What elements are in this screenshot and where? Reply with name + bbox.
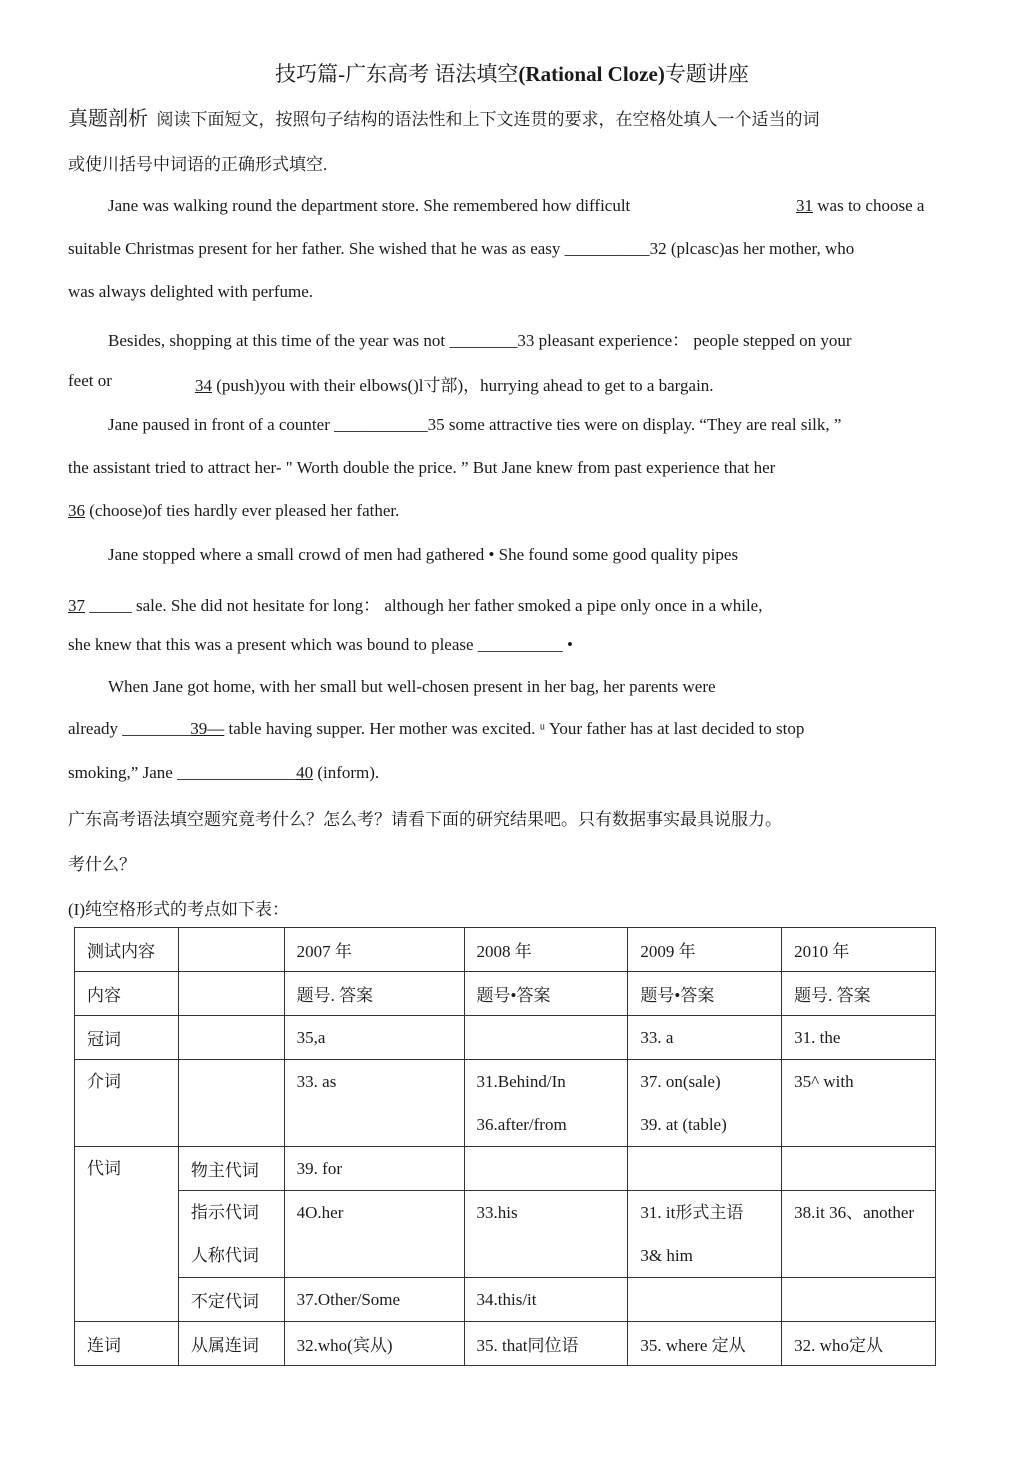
passage-line: 31 was to choose a xyxy=(796,196,925,215)
passage-line: When Jane got home, with her small but well-chosen present in her bag, her parents were xyxy=(108,677,716,696)
table-cell: 题号. 答案 xyxy=(782,972,936,1016)
passage-line: already ________39— table having supper. Her mother was excited. ᵘ Your father has at last decided to stop xyxy=(68,719,805,738)
table-cell: 2009 年 xyxy=(628,928,782,972)
table-cell: 代词 xyxy=(75,1147,179,1322)
table-cell xyxy=(628,1147,782,1191)
table-cell xyxy=(464,1016,628,1060)
table-cell: 32.who(宾从) xyxy=(284,1322,464,1366)
passage-line: suitable Christmas present for her father. She wished that he was as easy __________32 (plcasc)as her mother, who xyxy=(68,239,855,258)
instruction-line-1: 真题剖析 阅读下面短文，按照句子结构的语法性和上下文连贯的要求，在空格处填人一个适当的词 xyxy=(68,108,820,130)
table-cell: 35^ with xyxy=(782,1060,936,1147)
page-title: 技巧篇-广东高考 语法填空(Rational Cloze)专题讲座 xyxy=(275,62,749,86)
table-cell: 31. it形式主语 3& him xyxy=(628,1191,782,1278)
table-cell: 介词 xyxy=(75,1060,179,1147)
table-cell: 31. the xyxy=(782,1016,936,1060)
analysis-line: 考什么？ xyxy=(68,855,136,874)
table-cell: 题号. 答案 xyxy=(284,972,464,1016)
passage-line: was always delighted with perfume. xyxy=(68,282,314,301)
passage-line: Besides, shopping at this time of the year was not ________33 pleasant experience： people stepped on your xyxy=(108,331,852,350)
table-row xyxy=(75,928,936,972)
table-row xyxy=(75,1278,936,1322)
table-cell: 38.it 36、another xyxy=(782,1191,936,1278)
section-heading: 真题剖析 xyxy=(68,108,148,130)
analysis-line: (I)纯空格形式的考点如下表： xyxy=(68,900,289,919)
table-cell: 2010 年 xyxy=(782,928,936,972)
table-cell: 冠词 xyxy=(75,1016,179,1060)
table-cell: 37.Other/Some xyxy=(284,1278,464,1322)
table-cell xyxy=(782,1147,936,1191)
table-cell: 34.this/it xyxy=(464,1278,628,1322)
table-cell: 指示代词 人称代词 xyxy=(178,1191,284,1278)
table-cell: 测试内容 xyxy=(75,928,179,972)
table-cell: 32. who定从 xyxy=(782,1322,936,1366)
analysis-line: 广东高考语法填空题究竟考什么？怎么考？请看下面的研究结果吧。只有数据事实最具说服力。 xyxy=(68,810,782,829)
passage-line: 37 _____ sale. She did not hesitate for long： although her father smoked a pipe only once in a while, xyxy=(68,596,763,615)
passage-line: Jane was walking round the department store. She remembered how difficult xyxy=(108,196,631,215)
table-cell xyxy=(628,1278,782,1322)
table-cell xyxy=(464,1147,628,1191)
passage-line: she knew that this was a present which was bound to please __________ • xyxy=(68,635,573,654)
table-row xyxy=(75,1016,936,1060)
table-cell: 题号•答案 xyxy=(628,972,782,1016)
table-cell: 物主代词 xyxy=(178,1147,284,1191)
table-cell: 不定代词 xyxy=(178,1278,284,1322)
table-cell: 33. as xyxy=(284,1060,464,1147)
table-row xyxy=(75,1322,936,1366)
table-cell: 连词 xyxy=(75,1322,179,1366)
passage-line: the assistant tried to attract her- " Worth double the price. ” But Jane knew from past experience that her xyxy=(68,458,776,477)
table-row xyxy=(75,972,936,1016)
table-cell xyxy=(782,1278,936,1322)
passage-line: smoking,” Jane ______________40 (inform). xyxy=(68,763,380,782)
table-cell xyxy=(178,972,284,1016)
passage-line: Jane stopped where a small crowd of men had gathered • She found some good quality pipes xyxy=(108,545,739,564)
table-cell: 4O.her xyxy=(284,1191,464,1278)
table-cell: 33. a xyxy=(628,1016,782,1060)
passage-line: Jane paused in front of a counter ___________35 some attractive ties were on display. “They are real silk, ” xyxy=(108,415,842,434)
table-cell: 题号•答案 xyxy=(464,972,628,1016)
passage-line: 34 (push)you with their elbows()l寸部)，hurrying ahead to get to a bargain. xyxy=(195,376,714,395)
table-row xyxy=(75,1191,936,1278)
table-cell xyxy=(178,1016,284,1060)
table-cell xyxy=(178,1060,284,1147)
table-cell: 35. where 定从 xyxy=(628,1322,782,1366)
table-cell: 内容 xyxy=(75,972,179,1016)
table-cell: 2008 年 xyxy=(464,928,628,972)
table-cell: 从属连词 xyxy=(178,1322,284,1366)
table-row xyxy=(75,1060,936,1147)
instruction-line-2: 或使川括号中词语的正确形式填空. xyxy=(68,155,328,174)
table-cell xyxy=(178,928,284,972)
exam-points-table xyxy=(74,927,936,1366)
table-cell: 37. on(sale) 39. at (table) xyxy=(628,1060,782,1147)
passage-line: 36 (choose)of ties hardly ever pleased her father. xyxy=(68,501,400,520)
table-cell: 35,a xyxy=(284,1016,464,1060)
table-cell: 35. that同位语 xyxy=(464,1322,628,1366)
table-cell: 31.Behind/In 36.after/from xyxy=(464,1060,628,1147)
passage-line: feet or xyxy=(68,371,112,390)
table-cell: 39. for xyxy=(284,1147,464,1191)
table-row xyxy=(75,1147,936,1191)
table-cell: 33.his xyxy=(464,1191,628,1278)
table-cell: 2007 年 xyxy=(284,928,464,972)
